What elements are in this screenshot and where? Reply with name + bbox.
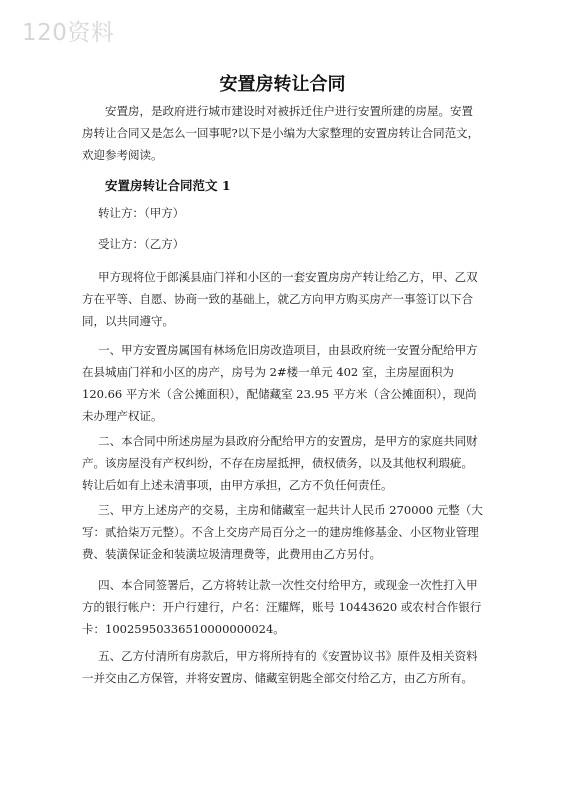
contract-paragraph-preamble: 甲方现将位于郎溪县庙门祥和小区的一套安置房房产转让给乙方，甲、乙双方在平等、自愿、协商一致的基础上，就乙方向甲方购买房产一事签订以下合同，以共同遵守。 xyxy=(82,270,478,328)
document-title: 安置房转让合同 xyxy=(219,74,346,95)
intro-paragraph: 安置房，是政府进行城市建设时对被拆迁住户进行安置所建的房屋。安置房转让合同又是怎么一回事呢?以下是小编为大家整理的安置房转让合同范文，欢迎参考阅读。 xyxy=(82,104,480,162)
transferee-field: 受让方：（乙方） xyxy=(98,237,185,251)
contract-clause-5: 五、乙方付清所有房款后，甲方将所持有的《安置协议书》原件及相关资料一并交由乙方保管，并将安置房、储藏室钥匙全部交付给乙方，由乙方所有。 xyxy=(82,649,478,685)
transferor-field: 转让方：（甲方） xyxy=(98,206,185,220)
contract-clause-1: 一、甲方安置房属国有林场危旧房改造项目，由县政府统一安置分配给甲方在县城庙门祥和小区的房产，房号为 2#楼一单元 402 室，主房屋面积为 120.66 平方米（含公摊面积），配储藏室 23.95 平方米（含公摊面积），现尚未办理产权证。 xyxy=(82,343,478,423)
watermark-logo: 120资料 xyxy=(22,20,115,46)
contract-clause-2: 二、本合同中所述房屋为县政府分配给甲方的安置房，是甲方的家庭共同财产。该房屋没有产权纠纷，不存在房屋抵押，债权债务，以及其他权利瑕疵。转让后如有上述未清事项，由甲方承担，乙方不负任何责任。 xyxy=(82,434,478,492)
contract-clause-4: 四、本合同签署后，乙方将转让款一次性交付给甲方，或现金一次性打入甲方的银行帐户：开户行建行，户名：汪耀辉，账号 10443620 或农村合作银行卡：10025950336510000000024。 xyxy=(82,578,482,636)
contract-clause-3: 三、甲方上述房产的交易，主房和储藏室一起共计人民币 270000 元整（大写：贰拾柒万元整）。不含上交房产局百分之一的建房维修基金、小区物业管理费、装潢保证金和装潢垃圾清理费等，此费用由乙方另付。 xyxy=(82,503,483,561)
section-heading: 安置房转让合同范文 1 xyxy=(105,178,231,193)
